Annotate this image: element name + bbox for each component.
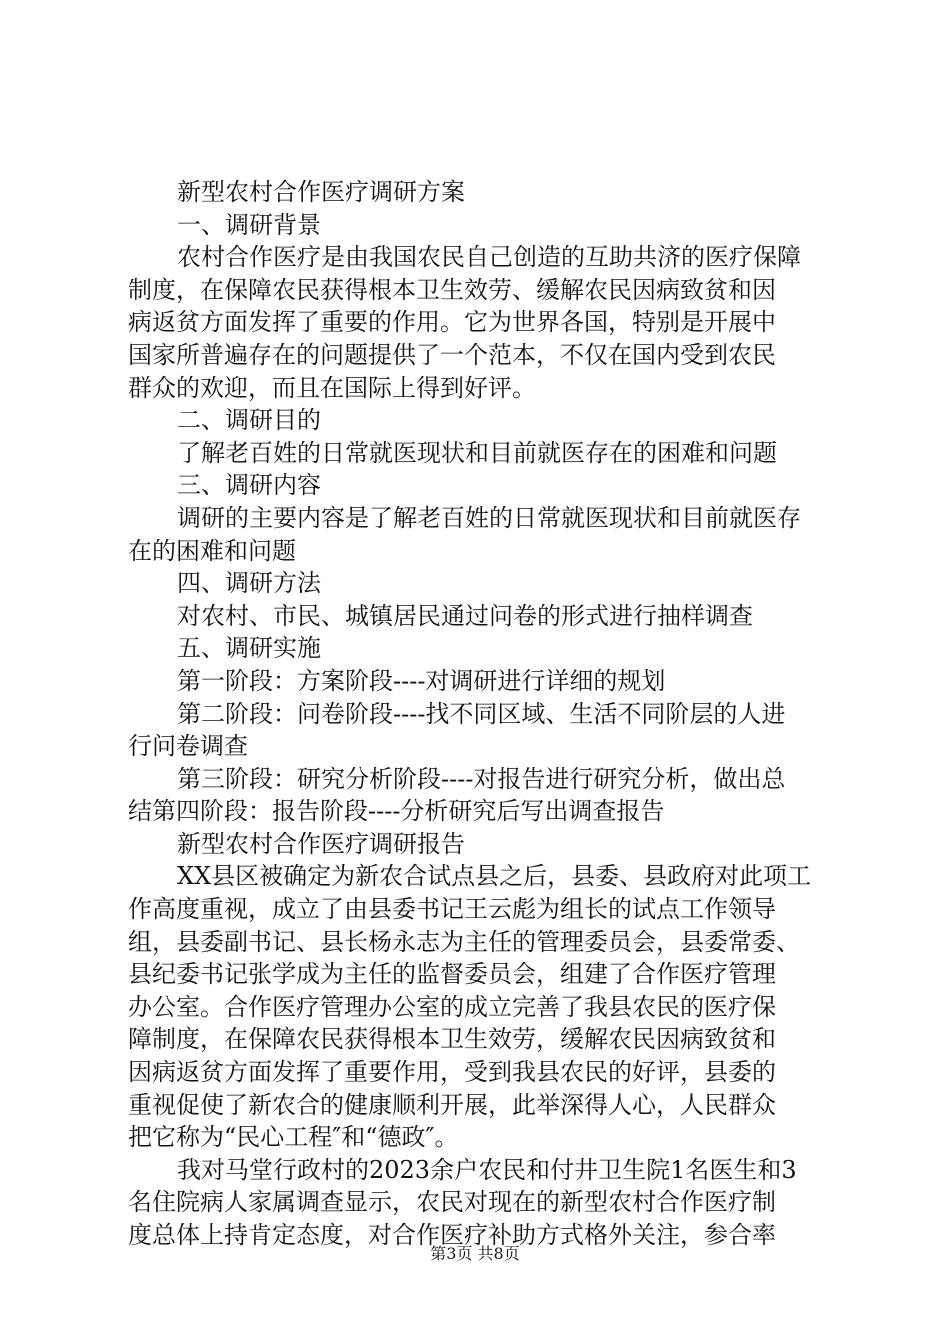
text-line: 行问卷调查 <box>128 732 248 761</box>
text-line: 四、调研方法 <box>177 569 321 598</box>
text-line: 结第四阶段：报告阶段----分析研究后写出调查报告 <box>128 797 665 826</box>
text-line: 我对马堂行政村的2023余户农民和付井卫生院1名医生和3 <box>177 1155 797 1184</box>
text-line: 第三阶段：研究分析阶段----对报告进行研究分析，做出总 <box>177 764 786 793</box>
text-line: 因病返贫方面发挥了重要作用，受到我县农民的好评，县委的 <box>128 1058 776 1087</box>
text-line: 办公室。合作医疗管理办公室的成立完善了我县农民的医疗保 <box>128 992 776 1021</box>
text-line: 病返贫方面发挥了重要的作用。它为世界各国，特别是开展中 <box>128 308 776 337</box>
text-line: 第二阶段：问卷阶段----找不同区域、生活不同阶层的人进 <box>177 699 786 728</box>
text-line: 制度，在保障农民获得根本卫生效劳、缓解农民因病致贫和因 <box>128 275 776 304</box>
text-line: 在的困难和问题 <box>128 536 296 565</box>
page-footer: 第3页 共8页 <box>430 1244 520 1263</box>
text-line: 第一阶段：方案阶段----对调研进行详细的规划 <box>177 666 666 695</box>
text-line: 县纪委书记张学成为主任的监督委员会，组建了合作医疗管理 <box>128 960 776 989</box>
text-line: 组，县委副书记、县长杨永志为主任的管理委员会，县委常委、 <box>128 927 800 956</box>
text-line: 把它称为“民心工程″和“德政″。 <box>128 1123 459 1152</box>
text-line: 群众的欢迎，而且在国际上得到好评。 <box>128 373 536 402</box>
text-line: 对农村、市民、城镇居民通过问卷的形式进行抽样调查 <box>177 601 753 630</box>
text-line: 三、调研内容 <box>177 471 321 500</box>
text-line: 度总体上持肯定态度，对合作医疗补助方式格外关注，参合率 <box>128 1221 776 1249</box>
text-line: 新型农村合作医疗调研报告 <box>177 829 465 858</box>
text-line: 五、调研实施 <box>177 634 321 663</box>
text-line: 新型农村合作医疗调研方案 <box>177 178 465 206</box>
text-line: 调研的主要内容是了解老百姓的日常就医现状和目前就医存 <box>177 503 801 532</box>
text-line: 障制度，在保障农民获得根本卫生效劳，缓解农民因病致贫和 <box>128 1025 776 1054</box>
text-line: 一、调研背景 <box>177 210 321 239</box>
text-line: 农村合作医疗是由我国农民自己创造的互助共济的医疗保障 <box>177 243 801 272</box>
text-line: 作高度重视，成立了由县委书记王云彪为组长的试点工作领导 <box>128 895 776 924</box>
document-body <box>128 176 834 1252</box>
text-line: XX县区被确定为新农合试点县之后，县委、县政府对此项工 <box>177 862 812 891</box>
text-line: 了解老百姓的日常就医现状和目前就医存在的困难和问题 <box>177 438 777 467</box>
text-line: 国家所普遍存在的问题提供了一个范本，不仅在国内受到农民 <box>128 340 776 369</box>
text-line: 名住院病人家属调查显示，农民对现在的新型农村合作医疗制 <box>128 1188 776 1217</box>
text-line: 二、调研目的 <box>177 406 321 435</box>
text-line: 重视促使了新农合的健康顺利开展，此举深得人心，人民群众 <box>128 1090 776 1119</box>
